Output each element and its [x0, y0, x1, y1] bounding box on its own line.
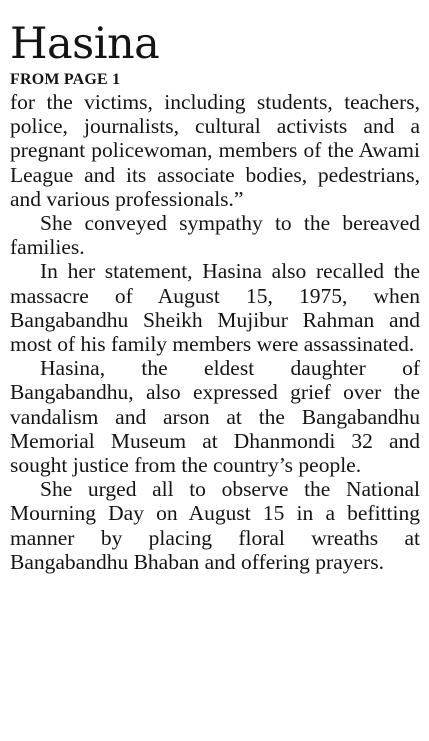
- article-paragraph-3: In her statement, Hasina also recalled the massacre of August 15, 1975, when Bangabandhu Sheikh Mujibur Rahman and most of his family members were assassinated.: [10, 259, 420, 357]
- article-paragraph-2: She conveyed sympathy to the bereaved families.: [10, 211, 420, 260]
- news-article: [10, 18, 420, 574]
- article-paragraph-5: She urged all to observe the National Mourning Day on August 15 in a befitting manner by placing floral wreaths at Bangabandhu Bhaban and offering prayers.: [10, 477, 420, 574]
- continuation-kicker: FROM PAGE 1: [10, 71, 121, 88]
- article-paragraph-4: Hasina, the eldest daughter of Bangabandhu, also expressed grief over the vandalism and arson at the Bangabandhu Memorial Museum at Dhanmondi 32 and sought justice from the country’s people.: [10, 356, 420, 478]
- article-paragraph-1: for the victims, including students, teachers, police, journalists, cultural activists and a pregnant policewoman, members of the Awami League and its associate bodies, pedestrians, and various professionals.”: [10, 90, 420, 211]
- article-headline: Hasina: [10, 19, 160, 69]
